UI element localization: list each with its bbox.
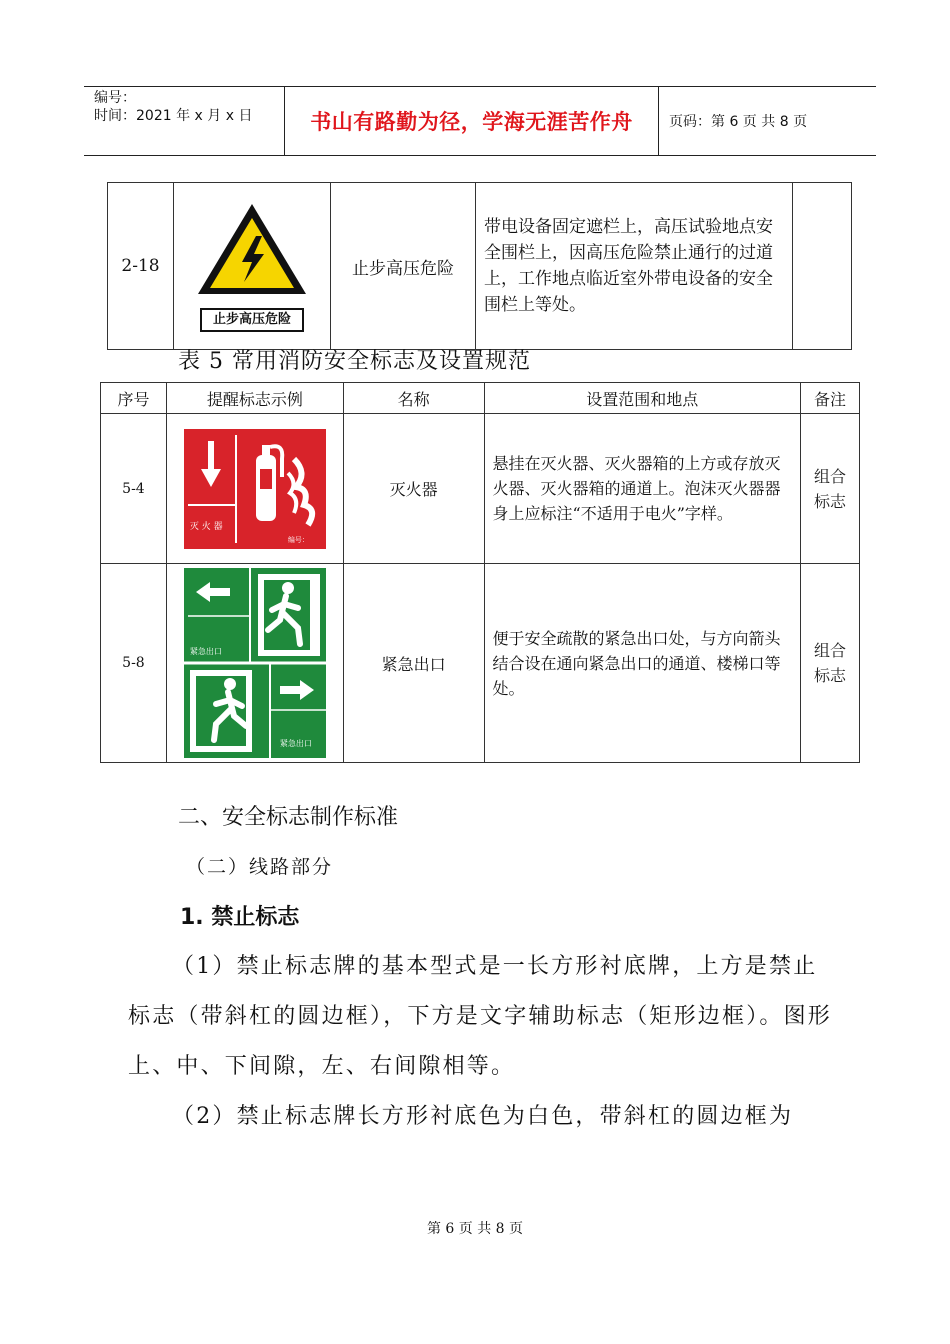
- fire-extinguisher-sign: [184, 429, 326, 549]
- section-heading: 二、安全标志制作标准: [178, 805, 399, 830]
- high-voltage-sign: [192, 200, 312, 332]
- item-heading: 1. 禁止标志: [180, 905, 300, 930]
- sign-image-cell: [174, 183, 331, 350]
- header-page-cell: [659, 87, 876, 155]
- paragraph-1: （1）禁止标志牌的基本型式是一长方形衬底牌，上方是禁止标志（带斜杠的圆边框），下方是文字辅助标志（矩形边框）。图形上、中、下间隙，左、右间隙相等。: [128, 954, 833, 1079]
- header-motto-cell: [285, 87, 659, 155]
- row-id: 5-8: [101, 564, 167, 763]
- doc-number-label: 编号：: [94, 90, 136, 106]
- header-scope: 设置范围和地点: [484, 383, 800, 414]
- sign-image-cell: [166, 414, 343, 564]
- sign-scope: 带电设备固定遮栏上，高压试验地点安全围栏上，因高压危险禁止通行的过道上，工作地点临近室外带电设备的安全围栏上等处。: [476, 183, 793, 350]
- sign-scope: 便于安全疏散的紧急出口处，与方向箭头结合设在通向紧急出口的通道、楼梯口等处。: [484, 564, 800, 763]
- sign-name: 止步高压危险: [331, 183, 476, 350]
- high-voltage-warning-icon: [192, 200, 312, 300]
- emergency-exit-icon: [184, 568, 326, 758]
- sign-image-cell: [166, 564, 343, 763]
- sign-scope: 悬挂在灭火器、灭火器箱的上方或存放灭火器、灭火器箱的通道上。泡沫灭火器器身上应标注“不适用于电火”字样。: [484, 414, 800, 564]
- fire-safety-table: [100, 382, 860, 763]
- sign-note: 组合标志: [801, 414, 860, 564]
- header-motto: 书山有路勤为径，学海无涯苦作舟: [310, 110, 633, 134]
- paragraph-2: （2）禁止标志牌长方形衬底色为白色，带斜杠的圆边框为: [172, 1104, 794, 1129]
- sub-heading: （二）线路部分: [186, 856, 334, 878]
- header-name: 名称: [343, 383, 484, 414]
- doc-time-label: 时间：2021 年 x 月 x 日: [94, 108, 253, 124]
- page-header: [84, 86, 876, 156]
- page-footer: 第 6 页 共 8 页: [426, 1221, 524, 1237]
- sign-label: 灭 火 器: [189, 521, 223, 532]
- warning-sign-table: [107, 182, 852, 350]
- sign-name: 灭火器: [343, 414, 484, 564]
- emergency-exit-sign: [184, 568, 326, 758]
- sign-label-bottom: 紧急出口: [279, 739, 312, 748]
- table-caption: 表 5 常用消防安全标志及设置规范: [178, 349, 531, 374]
- header-note: 备注: [801, 383, 860, 414]
- header-id: 序号: [101, 383, 167, 414]
- sign-note: 组合标志: [801, 564, 860, 763]
- header-meta: [84, 87, 285, 155]
- sign-caption: 止步高压危险: [200, 308, 304, 332]
- header-example: 提醒标志示例: [166, 383, 343, 414]
- header-page-info: 页码：第 6 页 共 8 页: [669, 114, 808, 130]
- sign-label-top: 紧急出口: [189, 647, 222, 656]
- table-row: [101, 414, 860, 564]
- table-row: [108, 183, 852, 350]
- row-id: 5-4: [101, 414, 167, 564]
- sign-name: 紧急出口: [343, 564, 484, 763]
- row-id: 2-18: [108, 183, 174, 350]
- table-row: [101, 564, 860, 763]
- table-header-row: [101, 383, 860, 414]
- sign-code: 编号：: [287, 535, 309, 544]
- sign-note: [793, 183, 852, 350]
